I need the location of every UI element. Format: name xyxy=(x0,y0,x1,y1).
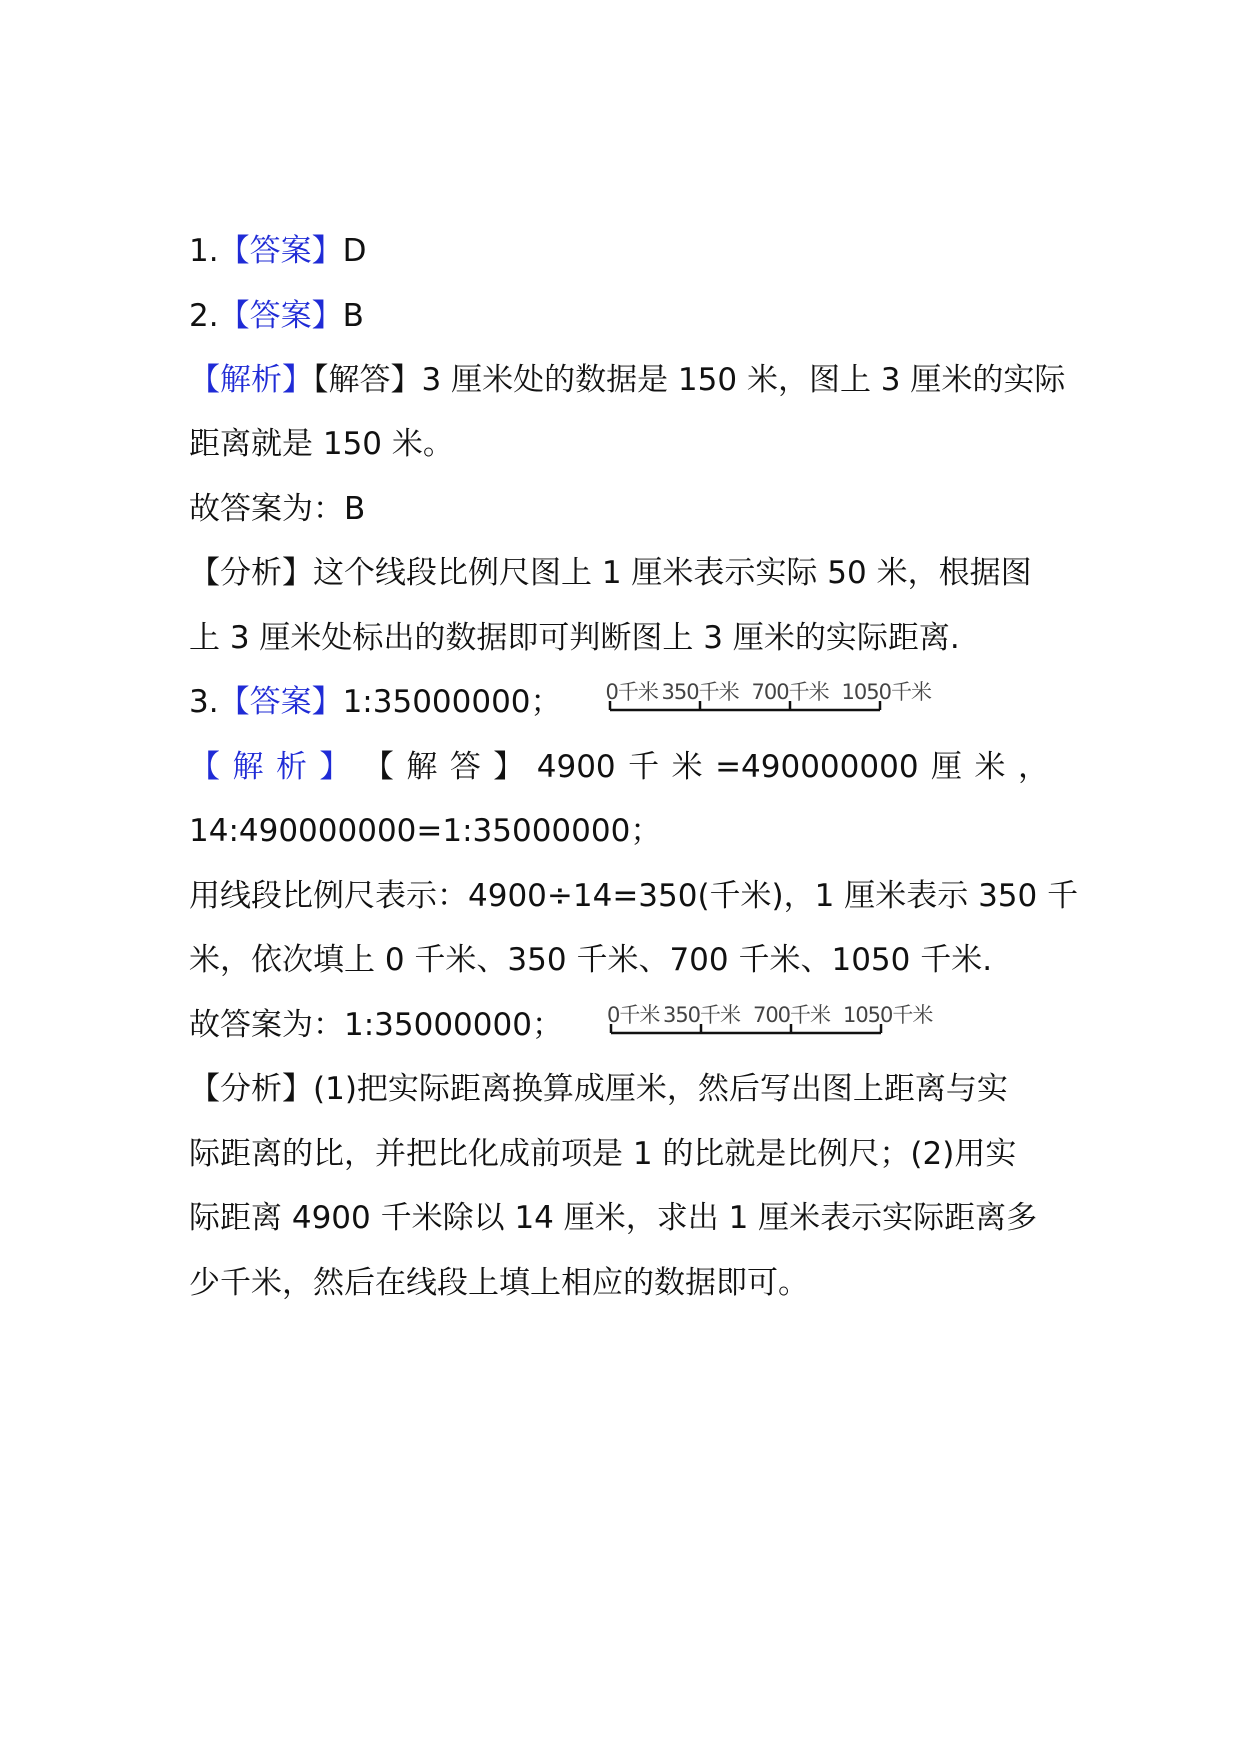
q3-fenxi-line-3: 际距离 4900 千米除以 14 厘米，求出 1 厘米表示实际距离多 xyxy=(189,1200,1038,1236)
q3-jieda-char: 答 xyxy=(449,749,481,785)
q3-fenxi-line-1 xyxy=(189,1067,1069,1111)
q3-final-label: 故答案为： xyxy=(189,1007,344,1043)
q2-answer-line xyxy=(189,294,1069,338)
scale-bar-label: 350千米 xyxy=(662,1003,741,1027)
q2-jieda-tag: 【解答】 xyxy=(313,362,422,398)
q2-answer-value: B xyxy=(342,298,364,334)
q3-jiexi-char: 【 xyxy=(189,749,220,785)
q3-jieda-line-2: 14:490000000=1:35000000； xyxy=(189,813,662,849)
q2-final-value: B xyxy=(344,491,366,527)
q1-answer-value: D xyxy=(342,233,367,269)
q3-answer-value: 1:35000000； xyxy=(342,684,562,720)
q2-fenxi-line-1 xyxy=(189,551,1069,595)
q3-fenxi-text-1: (1)把实际距离换算成厘米，然后写出图上距离与实 xyxy=(313,1071,1008,1107)
q3-jieda-line-4: 米，依次填上 0 千米、350 千米、700 千米、1050 千米. xyxy=(189,942,993,978)
q2-fenxi-tag: 【分析】 xyxy=(189,555,313,591)
scale-bar-label: 700千米 xyxy=(752,1003,831,1027)
q3-jieda-token: 千 xyxy=(628,749,660,785)
q3-jieda-char: 】 xyxy=(493,749,525,785)
q2-final-line xyxy=(189,487,1069,531)
q1-answer-line xyxy=(189,229,1069,273)
q2-jieda-text-1: 3 厘米处的数据是 150 米，图上 3 厘米的实际 xyxy=(421,362,1066,398)
q2-fenxi-text-1: 这个线段比例尺图上 1 厘米表示实际 50 米，根据图 xyxy=(313,555,1032,591)
q3-jieda-token: 米 xyxy=(671,749,703,785)
q3-jieda-line-1 xyxy=(189,745,1049,789)
scale-bar-label: 1050千米 xyxy=(841,680,931,704)
q3-jiexi-char: 析 xyxy=(275,749,307,785)
q2-jieda-line-1 xyxy=(189,358,1069,402)
q2-answer-tag: 【答案】 xyxy=(218,298,343,334)
q2-jieda-line-2: 距离就是 150 米。 xyxy=(189,426,454,462)
scale-bar-label: 0千米 xyxy=(606,1003,660,1027)
q3-answer-line xyxy=(189,680,1069,724)
q2-final-label: 故答案为： xyxy=(189,491,344,527)
q3-jiexi-char: 解 xyxy=(232,749,264,785)
scale-bar-graphic xyxy=(580,680,960,724)
q2-fenxi-line-2: 上 3 厘米处标出的数据即可判断图上 3 厘米的实际距离. xyxy=(189,620,960,656)
q3-final-value: 1:35000000； xyxy=(344,1007,563,1043)
q3-jieda-token: =490000000 xyxy=(715,749,919,785)
q3-jiexi-char: 】 xyxy=(319,749,351,785)
q3-jieda-line-3: 用线段比例尺表示：4900÷14=350(千米)，1 厘米表示 350 千 xyxy=(189,878,1079,914)
q3-answer-tag: 【答案】 xyxy=(218,684,343,720)
q2-jiexi-tag: 【解析】 xyxy=(189,362,313,398)
q3-jieda-token: 米 xyxy=(974,749,1006,785)
q1-answer-tag: 【答案】 xyxy=(218,233,343,269)
q3-jieda-token: ， xyxy=(1017,749,1049,785)
scale-bar xyxy=(581,1003,961,1047)
q3-fenxi-tag: 【分析】 xyxy=(189,1071,313,1107)
q3-jieda-char: 解 xyxy=(406,749,438,785)
q3-jieda-token: 4900 xyxy=(536,749,616,785)
q1-number: 1. xyxy=(189,233,219,269)
scale-bar-label: 700千米 xyxy=(751,680,829,704)
q3-number: 3. xyxy=(189,684,219,720)
scale-bar-graphic xyxy=(581,1003,961,1047)
q3-fenxi-line-2: 际距离的比，并把比化成前项是 1 的比就是比例尺；(2)用实 xyxy=(189,1136,1017,1172)
q3-jieda-token: 厘 xyxy=(931,749,963,785)
scale-bar-label: 350千米 xyxy=(661,680,739,704)
q3-jieda-char: 【 xyxy=(362,749,394,785)
q3-fenxi-line-4: 少千米，然后在线段上填上相应的数据即可。 xyxy=(189,1265,809,1301)
scale-bar xyxy=(580,680,960,724)
q3-final-line xyxy=(189,1003,1069,1047)
q2-number: 2. xyxy=(189,298,219,334)
scale-bar-label: 1050千米 xyxy=(842,1003,933,1027)
scale-bar-label: 0千米 xyxy=(605,680,658,704)
